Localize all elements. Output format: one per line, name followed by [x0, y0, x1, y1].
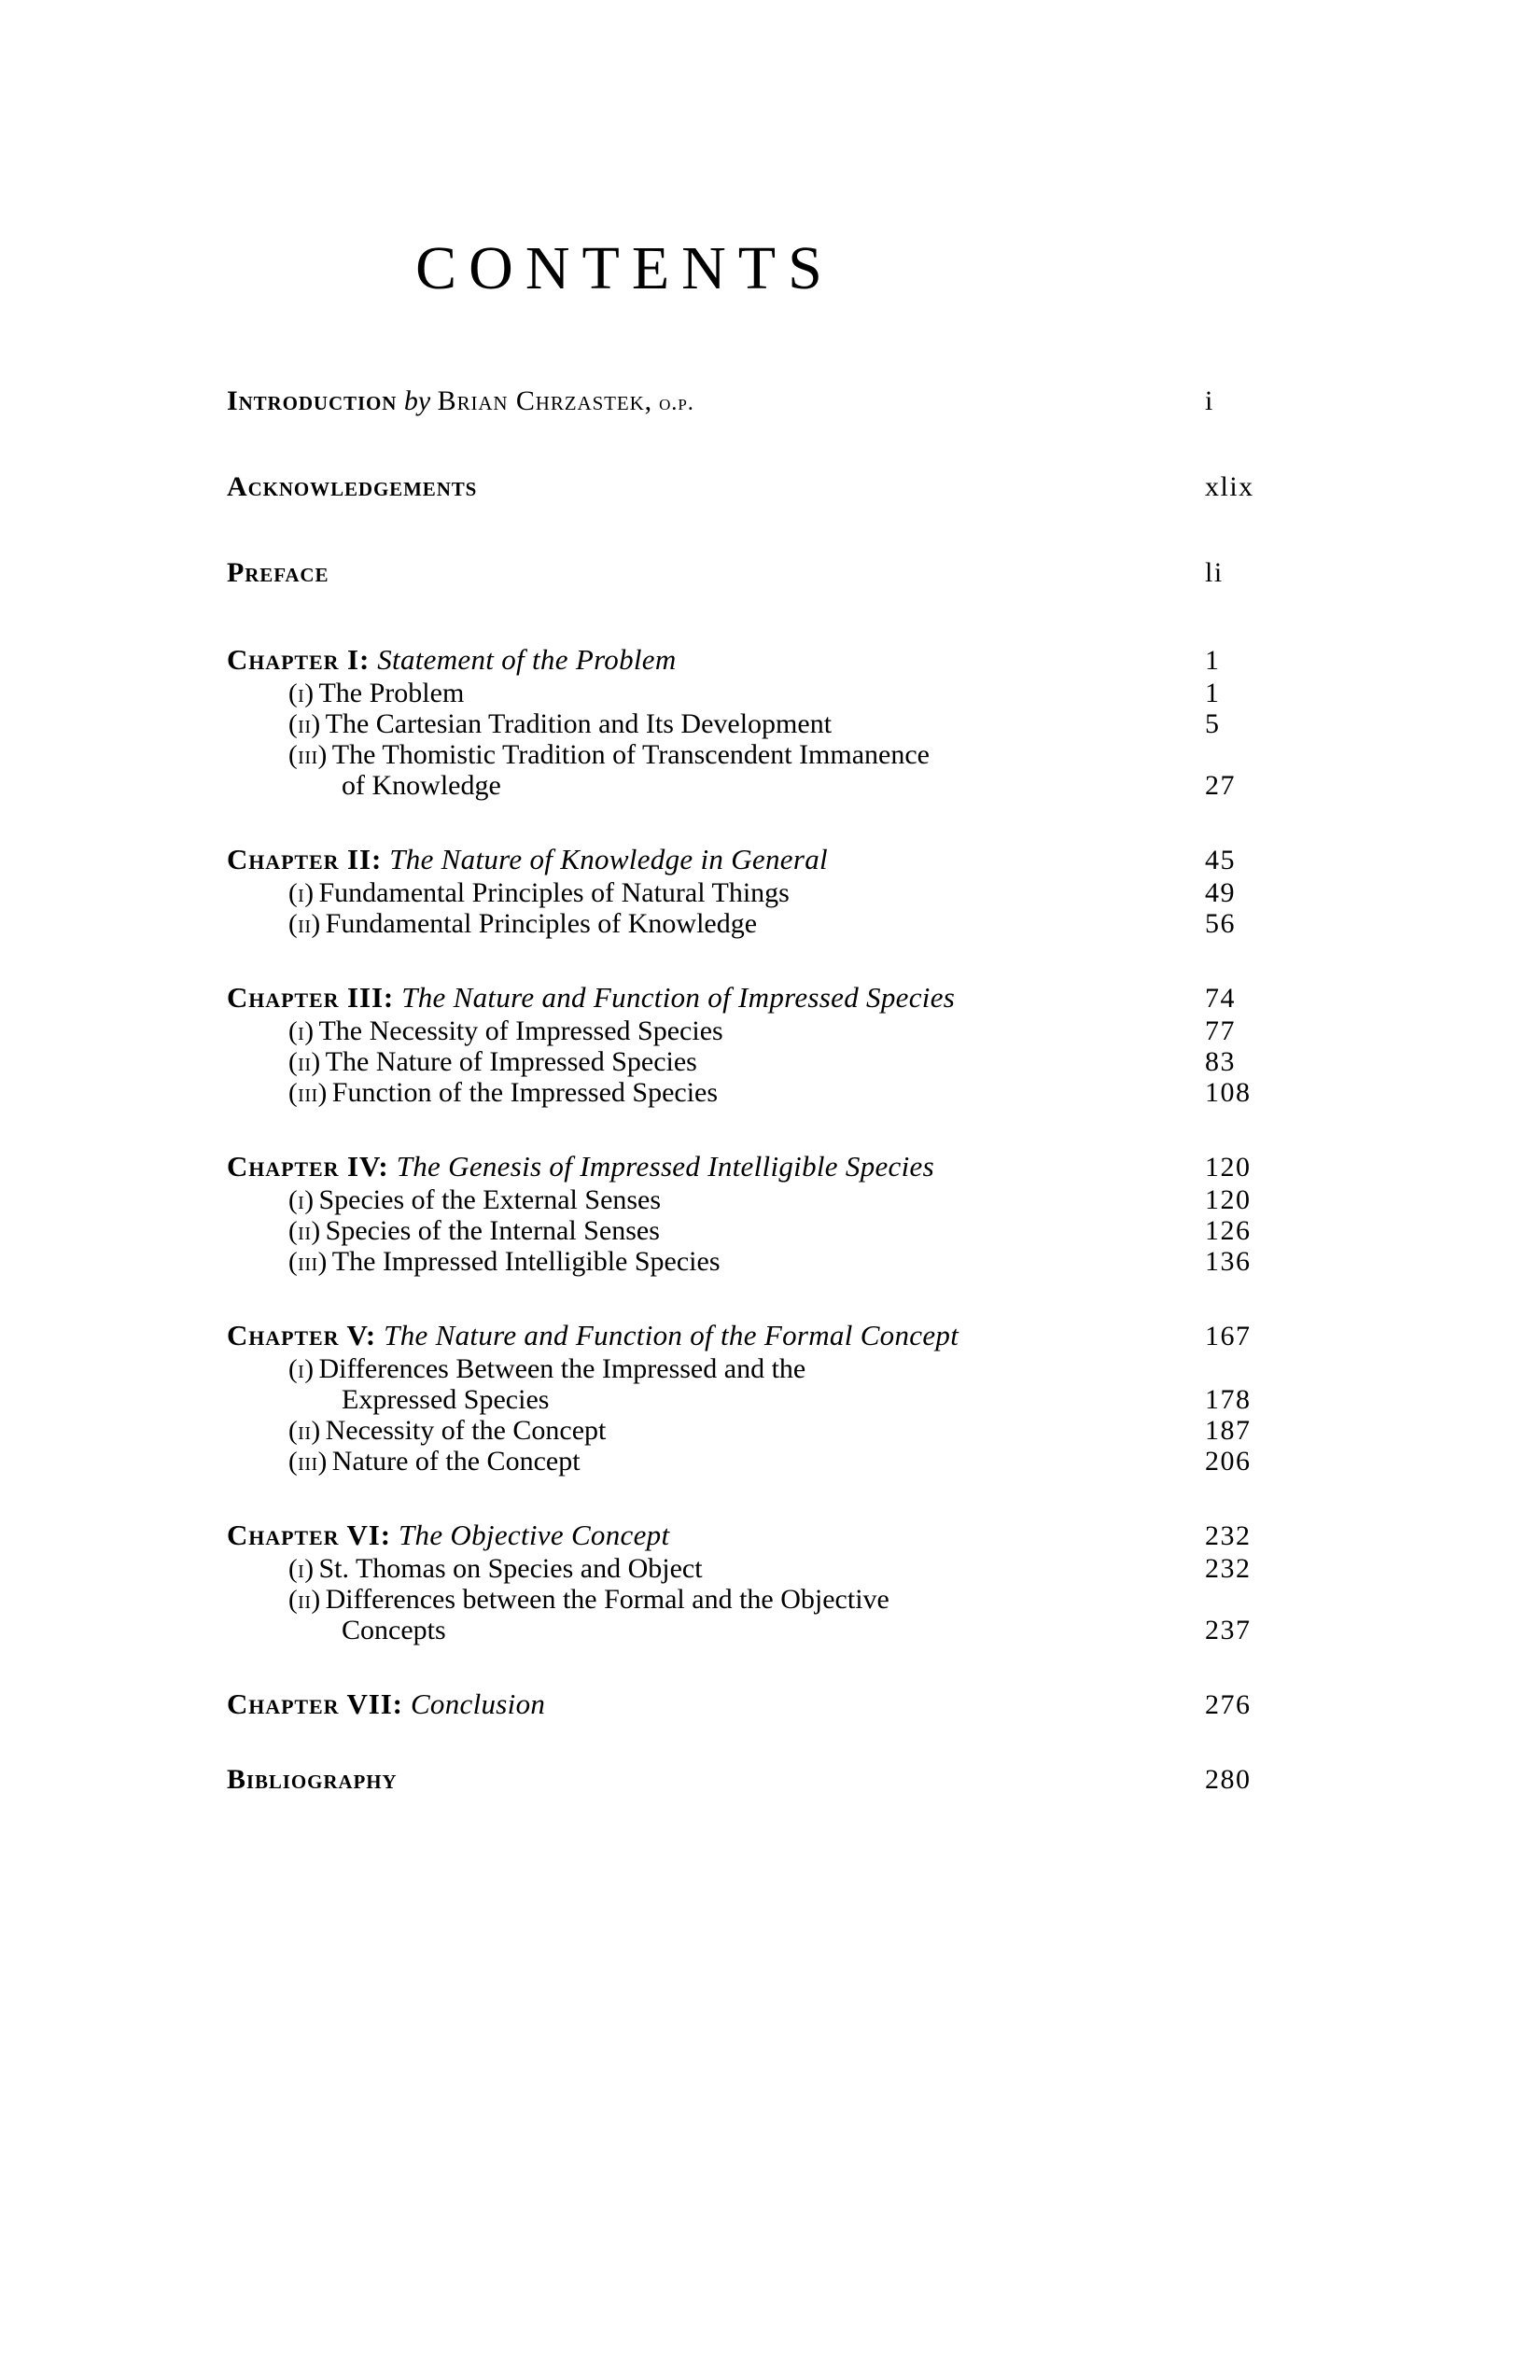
chapter-heading-label: [227, 1319, 959, 1352]
chapter-heading-label: [227, 843, 828, 876]
chapter-section-row[interactable]: [227, 741, 1328, 769]
section-title: St. Thomas on Species and Object: [318, 1553, 703, 1584]
section-number: (i): [288, 878, 315, 908]
chapter-number-label: Chapter III:: [227, 981, 395, 1014]
toc-content: [227, 234, 1328, 1850]
chapter-block: [227, 981, 1328, 1107]
chapter-section-row[interactable]: [227, 1555, 1328, 1583]
chapter-section-row[interactable]: [227, 1079, 1328, 1107]
toc-page-number: 1: [1205, 678, 1221, 708]
section-title: Function of the Impressed Species: [331, 1077, 719, 1108]
toc-page-number: 276: [1205, 1689, 1252, 1720]
section-number: (ii): [288, 1416, 321, 1446]
toc-page-number: xlix: [1205, 471, 1254, 502]
chapter-block: [227, 1687, 1328, 1721]
chapter-title: The Genesis of Impressed Intelligible Species: [388, 1150, 934, 1183]
section-title: The Cartesian Tradition and Its Development: [325, 708, 833, 739]
chapter-title: The Nature and Function of the Formal Concept: [376, 1319, 959, 1351]
chapter-heading-row[interactable]: [227, 1519, 1328, 1552]
section-title: Fundamental Principles of Knowledge: [325, 908, 758, 939]
section-number: (i): [288, 1354, 315, 1384]
section-number: (ii): [288, 1585, 321, 1615]
chapter-section-row[interactable]: [227, 1186, 1328, 1214]
chapter-section-row[interactable]: [227, 710, 1328, 738]
toc-entry-label: Bibliography: [227, 1764, 398, 1795]
chapter-section-continuation-row: [227, 772, 1328, 800]
chapter-block: [227, 1519, 1328, 1645]
toc-page-number: 77: [1205, 1015, 1236, 1046]
chapter-block: [227, 843, 1328, 938]
chapter-number-label: Chapter I:: [227, 643, 371, 676]
section-title: The Necessity of Impressed Species: [318, 1015, 723, 1046]
chapter-section-row[interactable]: [227, 679, 1328, 707]
chapters-section: [227, 643, 1328, 1721]
chapter-heading-label: [227, 1687, 545, 1721]
toc-page-number: 27: [1205, 770, 1236, 801]
chapter-number-label: Chapter VI:: [227, 1519, 391, 1551]
section-number: (i): [288, 679, 315, 708]
toc-page-number: 136: [1205, 1246, 1252, 1277]
front-matter-section: [227, 385, 1328, 589]
section-title: The Problem: [318, 678, 465, 708]
toc-page-number: 5: [1205, 708, 1221, 739]
section-number: (ii): [288, 909, 321, 939]
section-title-continuation: Concepts: [342, 1615, 446, 1645]
toc-entry-bibliography[interactable]: [227, 1764, 1328, 1796]
chapter-heading-row[interactable]: [227, 981, 1328, 1015]
section-number: (i): [288, 1016, 315, 1046]
chapter-heading-label: [227, 1150, 934, 1183]
chapter-title: Conclusion: [402, 1687, 546, 1720]
toc-page-number: 167: [1205, 1321, 1252, 1351]
section-title: The Thomistic Tradition of Transcendent Immanence: [331, 739, 930, 770]
chapter-heading-label: [227, 981, 955, 1015]
toc-page-number: 74: [1205, 983, 1236, 1014]
section-number: (iii): [288, 740, 328, 770]
section-title: The Nature of Impressed Species: [325, 1046, 697, 1077]
page-title: CONTENTS: [415, 234, 834, 302]
toc-page-number: 178: [1205, 1384, 1252, 1415]
toc-page-number: 49: [1205, 877, 1236, 908]
chapter-title: The Nature of Knowledge in General: [382, 843, 828, 875]
back-matter-section: [227, 1764, 1328, 1796]
toc-page-number: 232: [1205, 1520, 1252, 1551]
toc-page-number: 237: [1205, 1615, 1252, 1645]
section-title: Necessity of the Concept: [325, 1415, 607, 1446]
chapter-heading-row[interactable]: [227, 843, 1328, 876]
section-number: (ii): [288, 1047, 321, 1077]
chapter-number-label: Chapter IV:: [227, 1150, 389, 1183]
chapter-section-row[interactable]: [227, 879, 1328, 907]
toc-page-number: 120: [1205, 1184, 1252, 1215]
chapter-title: Statement of the Problem: [370, 643, 677, 676]
toc-page-number: 83: [1205, 1046, 1236, 1077]
chapter-section-row[interactable]: [227, 1417, 1328, 1445]
chapter-block: [227, 1150, 1328, 1276]
section-title: Species of the External Senses: [318, 1184, 662, 1215]
section-number: (iii): [288, 1247, 328, 1277]
introduction-title: Introduction: [227, 385, 398, 416]
toc-entry-introduction[interactable]: [227, 385, 1328, 417]
toc-page-number: 45: [1205, 845, 1236, 875]
chapter-section-row[interactable]: [227, 1355, 1328, 1383]
chapter-section-continuation-row: [227, 1386, 1328, 1414]
chapter-section-row[interactable]: [227, 910, 1328, 938]
section-title: Species of the Internal Senses: [325, 1215, 660, 1246]
toc-page-number: 108: [1205, 1077, 1252, 1108]
introduction-author-suffix: o.p.: [652, 390, 694, 415]
chapter-heading-label: [227, 1519, 669, 1552]
section-number: (iii): [288, 1447, 328, 1477]
section-number: (ii): [288, 709, 321, 739]
section-title: Fundamental Principles of Natural Things: [318, 877, 790, 908]
toc-page-number: li: [1205, 557, 1224, 588]
chapter-number-label: Chapter V:: [227, 1319, 377, 1351]
section-number: (i): [288, 1185, 315, 1215]
chapter-heading-row[interactable]: [227, 643, 1328, 677]
chapter-section-row[interactable]: [227, 1448, 1328, 1476]
toc-page-number: 56: [1205, 908, 1236, 939]
chapter-number-label: Chapter II:: [227, 843, 383, 875]
section-title: Differences Between the Impressed and the: [318, 1353, 806, 1384]
chapter-title: The Nature and Function of Impressed Species: [394, 981, 956, 1014]
chapter-title: The Objective Concept: [390, 1519, 670, 1551]
chapter-section-row[interactable]: [227, 1017, 1328, 1045]
section-title: The Impressed Intelligible Species: [331, 1246, 721, 1277]
toc-entry-preface[interactable]: [227, 557, 1328, 589]
section-number: (iii): [288, 1078, 328, 1108]
chapter-heading-row[interactable]: [227, 1319, 1328, 1352]
chapter-heading-label: [227, 643, 677, 677]
toc-page-number: i: [1205, 385, 1214, 416]
chapter-section-continuation-row: [227, 1617, 1328, 1645]
chapter-heading-row[interactable]: [227, 1687, 1328, 1721]
toc-page-number: 187: [1205, 1415, 1252, 1446]
chapter-section-row[interactable]: [227, 1217, 1328, 1245]
toc-page-number: 1: [1205, 645, 1221, 676]
chapter-number-label: Chapter VII:: [227, 1687, 403, 1720]
toc-page-number: 126: [1205, 1215, 1252, 1246]
introduction-author: Brian Chrzastek,: [437, 385, 653, 416]
toc-entry-label: Preface: [227, 557, 329, 588]
chapter-block: [227, 643, 1328, 800]
section-title: Nature of the Concept: [331, 1446, 581, 1477]
chapter-section-row[interactable]: [227, 1048, 1328, 1076]
introduction-connector: by: [397, 385, 438, 416]
chapter-section-row[interactable]: [227, 1586, 1328, 1614]
section-title: Differences between the Formal and the Objective: [325, 1584, 889, 1615]
section-title-continuation: Expressed Species: [342, 1384, 550, 1415]
toc-page-number: 232: [1205, 1553, 1252, 1584]
toc-entry-acknowledgements[interactable]: [227, 471, 1328, 503]
chapter-block: [227, 1319, 1328, 1476]
section-number: (i): [288, 1554, 315, 1584]
toc-entry-label: Acknowledgements: [227, 471, 478, 502]
section-title-continuation: of Knowledge: [342, 770, 501, 801]
toc-entry-label: [227, 385, 694, 417]
toc-page-number: 206: [1205, 1446, 1252, 1477]
toc-page-number: 280: [1205, 1764, 1252, 1795]
chapter-heading-row[interactable]: [227, 1150, 1328, 1183]
section-number: (ii): [288, 1216, 321, 1246]
chapter-section-row[interactable]: [227, 1248, 1328, 1276]
toc-page-number: 120: [1205, 1152, 1252, 1183]
